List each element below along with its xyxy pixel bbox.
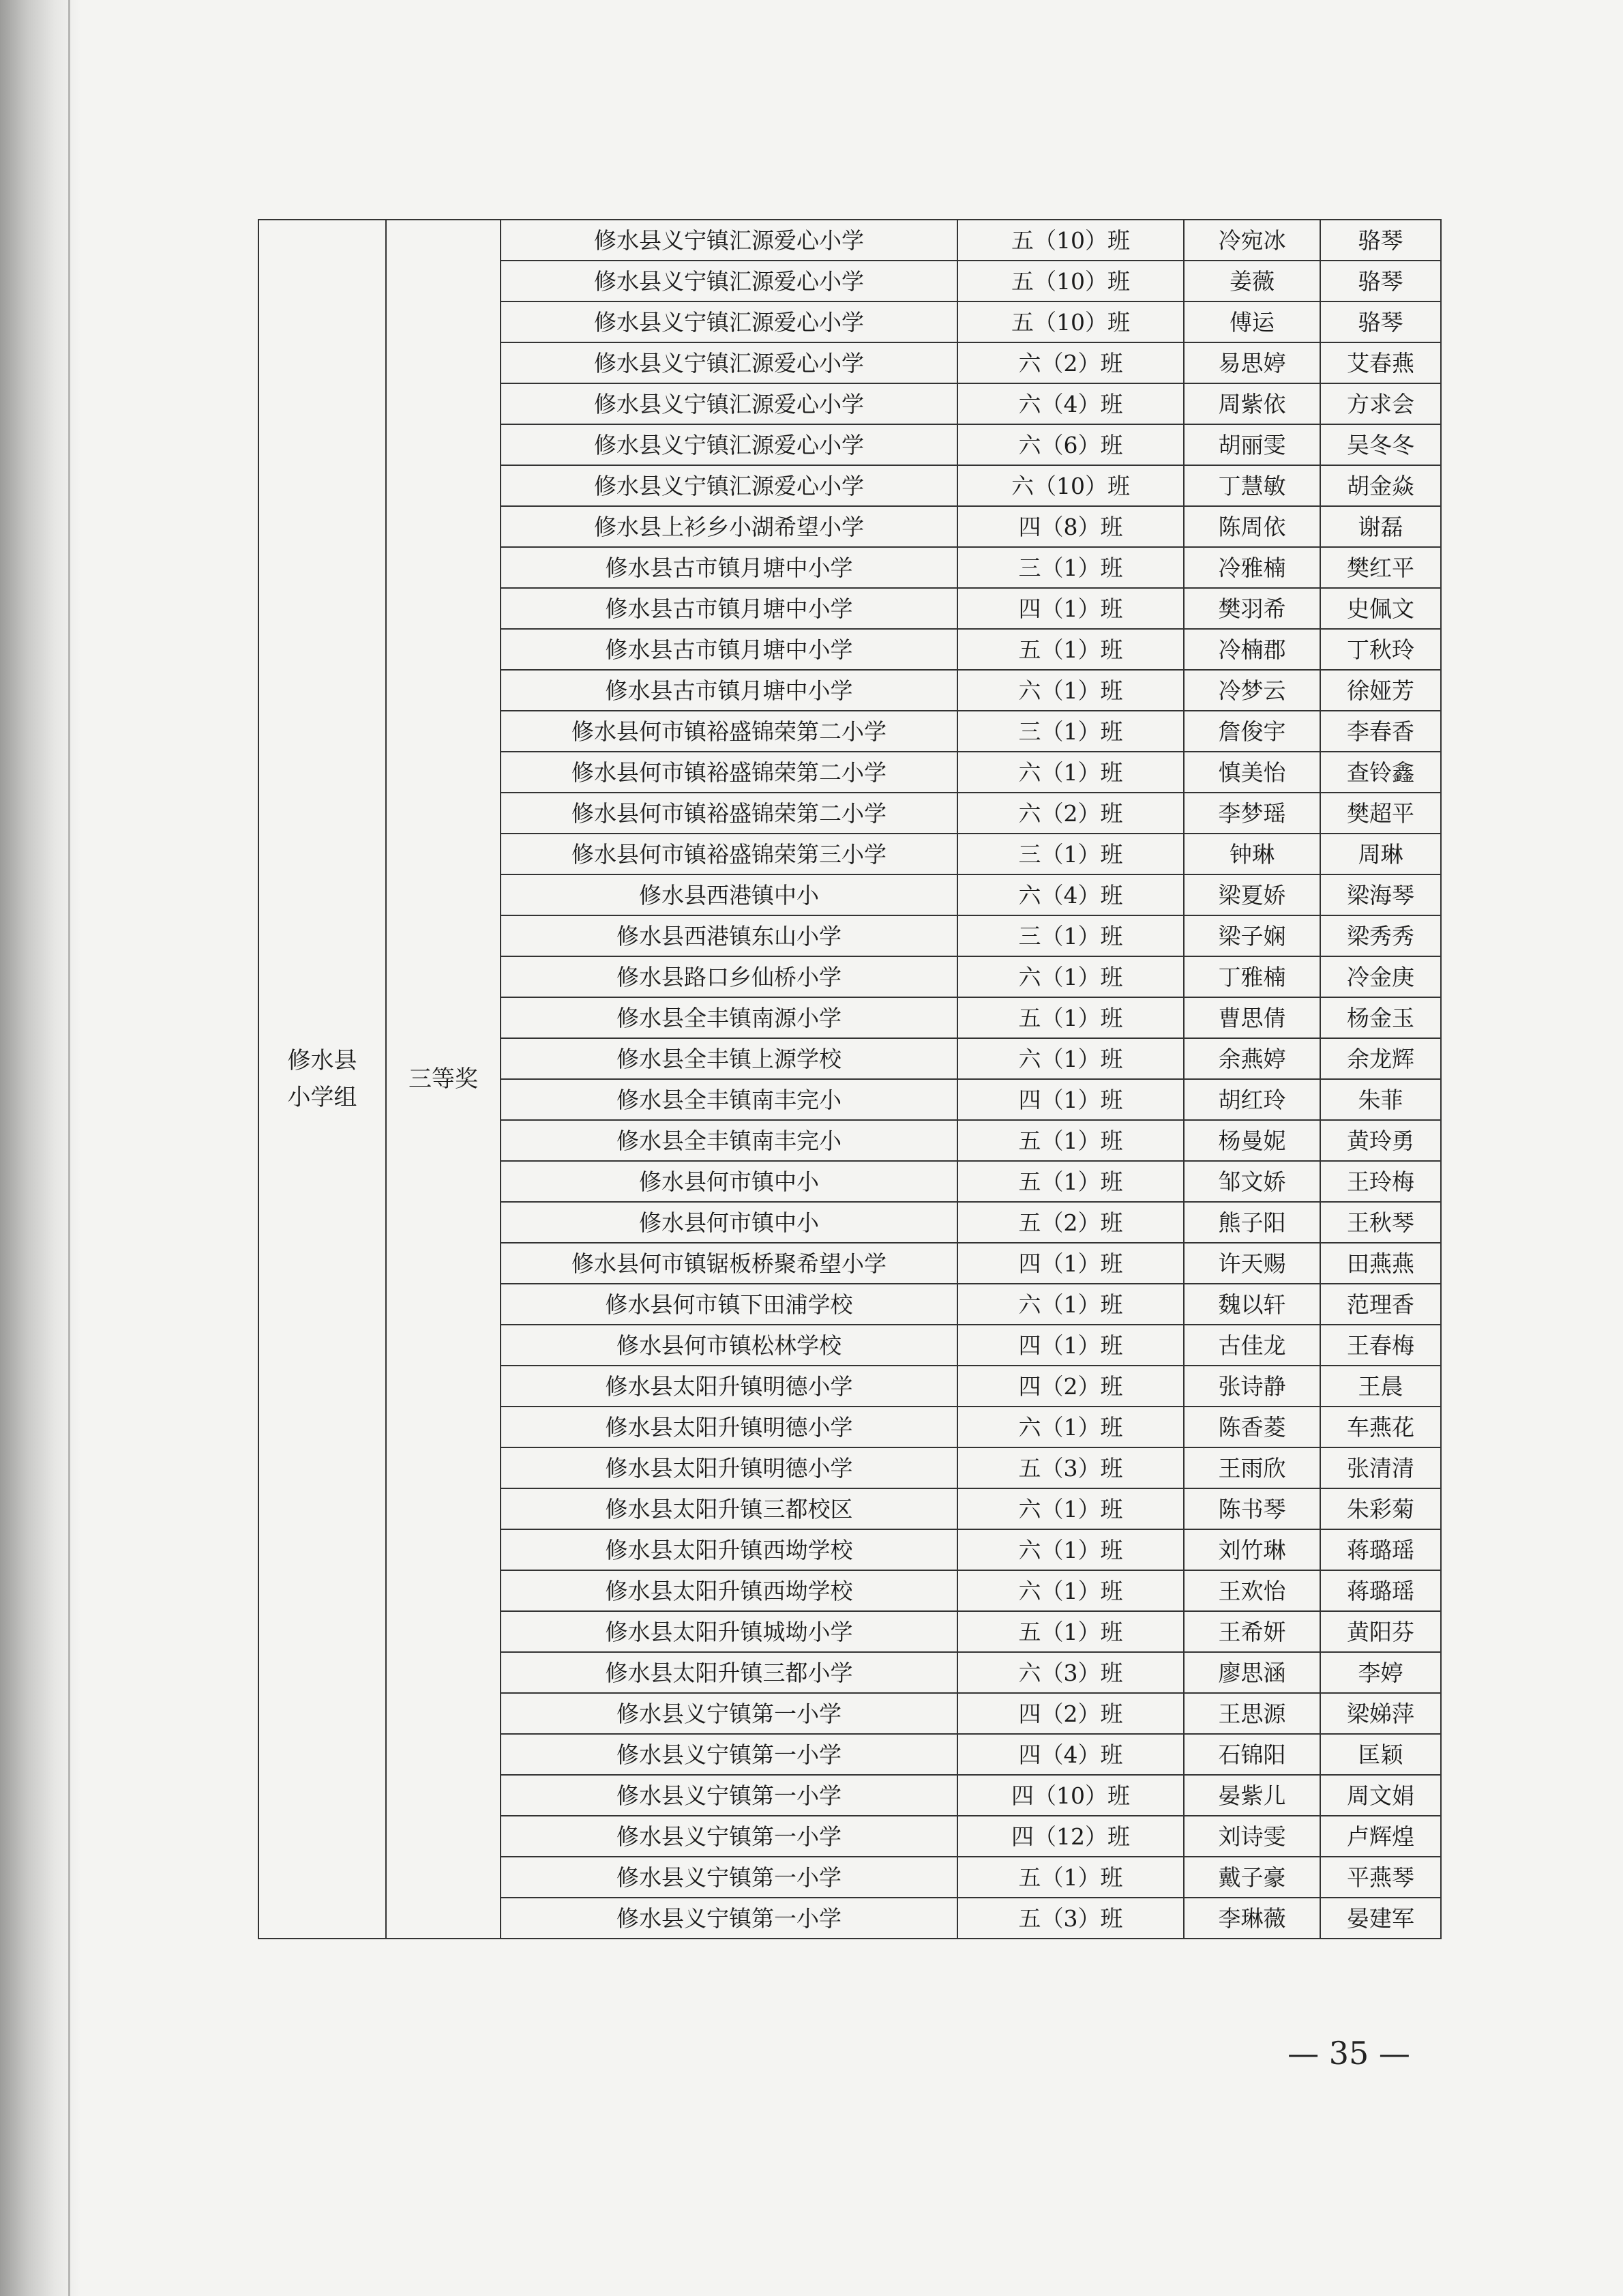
school-cell: 修水县西港镇东山小学 — [501, 915, 957, 956]
class-cell: 六（1）班 — [957, 1570, 1184, 1611]
school-cell: 修水县太阳升镇明德小学 — [501, 1447, 957, 1488]
school-cell: 修水县太阳升镇三都小学 — [501, 1652, 957, 1693]
school-cell: 修水县义宁镇第一小学 — [501, 1898, 957, 1939]
teacher-cell: 范理香 — [1320, 1284, 1441, 1325]
teacher-cell: 王玲梅 — [1320, 1161, 1441, 1202]
school-cell: 修水县太阳升镇城坳小学 — [501, 1611, 957, 1652]
teacher-cell: 黄玲勇 — [1320, 1120, 1441, 1161]
class-cell: 六（1）班 — [957, 1038, 1184, 1079]
school-cell: 修水县义宁镇汇源爱心小学 — [501, 465, 957, 506]
teacher-cell: 骆琴 — [1320, 220, 1441, 261]
class-cell: 六（1）班 — [957, 752, 1184, 793]
student-cell: 冷楠郡 — [1184, 629, 1320, 670]
school-cell: 修水县义宁镇汇源爱心小学 — [501, 424, 957, 465]
student-cell: 傅运 — [1184, 301, 1320, 342]
class-cell: 六（1）班 — [957, 670, 1184, 711]
school-cell: 修水县何市镇裕盛锦荣第三小学 — [501, 834, 957, 874]
teacher-cell: 梁娣萍 — [1320, 1693, 1441, 1734]
school-cell: 修水县太阳升镇明德小学 — [501, 1407, 957, 1447]
table-row — [258, 220, 1441, 261]
class-cell: 四（1）班 — [957, 1079, 1184, 1120]
school-cell: 修水县全丰镇南丰完小 — [501, 1120, 957, 1161]
student-cell: 王雨欣 — [1184, 1447, 1320, 1488]
student-cell: 樊羽希 — [1184, 588, 1320, 629]
student-cell: 邹文娇 — [1184, 1161, 1320, 1202]
group-cell: 修水县 小学组 — [258, 220, 386, 1939]
school-cell: 修水县上衫乡小湖希望小学 — [501, 506, 957, 547]
class-cell: 三（1）班 — [957, 915, 1184, 956]
teacher-cell: 周琳 — [1320, 834, 1441, 874]
teacher-cell: 骆琴 — [1320, 261, 1441, 301]
student-cell: 钟琳 — [1184, 834, 1320, 874]
teacher-cell: 黄阳芬 — [1320, 1611, 1441, 1652]
school-cell: 修水县义宁镇汇源爱心小学 — [501, 383, 957, 424]
school-cell: 修水县何市镇裕盛锦荣第二小学 — [501, 752, 957, 793]
school-cell: 修水县何市镇裕盛锦荣第二小学 — [501, 793, 957, 834]
awards-table-body — [258, 220, 1441, 1939]
teacher-cell: 平燕琴 — [1320, 1857, 1441, 1898]
class-cell: 五（1）班 — [957, 629, 1184, 670]
student-cell: 廖思涵 — [1184, 1652, 1320, 1693]
school-cell: 修水县太阳升镇西坳学校 — [501, 1570, 957, 1611]
teacher-cell: 樊红平 — [1320, 547, 1441, 588]
teacher-cell: 查铃鑫 — [1320, 752, 1441, 793]
student-cell: 石锦阳 — [1184, 1734, 1320, 1775]
teacher-cell: 丁秋玲 — [1320, 629, 1441, 670]
teacher-cell: 胡金焱 — [1320, 465, 1441, 506]
teacher-cell: 李春香 — [1320, 711, 1441, 752]
page-fold-line — [68, 0, 70, 2296]
school-cell: 修水县义宁镇第一小学 — [501, 1816, 957, 1857]
student-cell: 王思源 — [1184, 1693, 1320, 1734]
student-cell: 陈书琴 — [1184, 1488, 1320, 1529]
student-cell: 刘诗雯 — [1184, 1816, 1320, 1857]
school-cell: 修水县太阳升镇西坳学校 — [501, 1529, 957, 1570]
student-cell: 晏紫儿 — [1184, 1775, 1320, 1816]
class-cell: 六（4）班 — [957, 874, 1184, 915]
class-cell: 四（12）班 — [957, 1816, 1184, 1857]
student-cell: 杨曼妮 — [1184, 1120, 1320, 1161]
class-cell: 六（1）班 — [957, 1488, 1184, 1529]
school-cell: 修水县太阳升镇三都校区 — [501, 1488, 957, 1529]
class-cell: 四（4）班 — [957, 1734, 1184, 1775]
teacher-cell: 梁海琴 — [1320, 874, 1441, 915]
class-cell: 四（8）班 — [957, 506, 1184, 547]
school-cell: 修水县古市镇月塘中小学 — [501, 670, 957, 711]
teacher-cell: 杨金玉 — [1320, 997, 1441, 1038]
teacher-cell: 蒋璐瑶 — [1320, 1529, 1441, 1570]
teacher-cell: 王晨 — [1320, 1366, 1441, 1407]
student-cell: 丁雅楠 — [1184, 956, 1320, 997]
class-cell: 五（1）班 — [957, 1611, 1184, 1652]
student-cell: 梁子娴 — [1184, 915, 1320, 956]
student-cell: 陈周依 — [1184, 506, 1320, 547]
student-cell: 曹思倩 — [1184, 997, 1320, 1038]
school-cell: 修水县古市镇月塘中小学 — [501, 629, 957, 670]
school-cell: 修水县古市镇月塘中小学 — [501, 547, 957, 588]
teacher-cell: 朱菲 — [1320, 1079, 1441, 1120]
teacher-cell: 骆琴 — [1320, 301, 1441, 342]
class-cell: 五（1）班 — [957, 1120, 1184, 1161]
teacher-cell: 朱彩菊 — [1320, 1488, 1441, 1529]
student-cell: 许天赐 — [1184, 1243, 1320, 1284]
teacher-cell: 卢辉煌 — [1320, 1816, 1441, 1857]
student-cell: 姜薇 — [1184, 261, 1320, 301]
school-cell: 修水县全丰镇上源学校 — [501, 1038, 957, 1079]
student-cell: 余燕婷 — [1184, 1038, 1320, 1079]
class-cell: 六（1）班 — [957, 956, 1184, 997]
student-cell: 周紫依 — [1184, 383, 1320, 424]
student-cell: 胡丽雯 — [1184, 424, 1320, 465]
class-cell: 六（1）班 — [957, 1407, 1184, 1447]
school-cell: 修水县义宁镇第一小学 — [501, 1775, 957, 1816]
teacher-cell: 梁秀秀 — [1320, 915, 1441, 956]
class-cell: 四（1）班 — [957, 1325, 1184, 1366]
class-cell: 四（10）班 — [957, 1775, 1184, 1816]
school-cell: 修水县义宁镇第一小学 — [501, 1693, 957, 1734]
school-cell: 修水县全丰镇南源小学 — [501, 997, 957, 1038]
class-cell: 五（3）班 — [957, 1898, 1184, 1939]
award-level-cell: 三等奖 — [386, 220, 501, 1939]
student-cell: 梁夏娇 — [1184, 874, 1320, 915]
student-cell: 熊子阳 — [1184, 1202, 1320, 1243]
teacher-cell: 周文娟 — [1320, 1775, 1441, 1816]
student-cell: 张诗静 — [1184, 1366, 1320, 1407]
student-cell: 戴子豪 — [1184, 1857, 1320, 1898]
teacher-cell: 徐娅芳 — [1320, 670, 1441, 711]
teacher-cell: 方求会 — [1320, 383, 1441, 424]
class-cell: 六（10）班 — [957, 465, 1184, 506]
school-cell: 修水县路口乡仙桥小学 — [501, 956, 957, 997]
class-cell: 五（1）班 — [957, 1161, 1184, 1202]
student-cell: 冷雅楠 — [1184, 547, 1320, 588]
student-cell: 詹俊宇 — [1184, 711, 1320, 752]
student-cell: 丁慧敏 — [1184, 465, 1320, 506]
school-cell: 修水县全丰镇南丰完小 — [501, 1079, 957, 1120]
class-cell: 五（10）班 — [957, 261, 1184, 301]
teacher-cell: 车燕花 — [1320, 1407, 1441, 1447]
school-cell: 修水县何市镇锯板桥聚希望小学 — [501, 1243, 957, 1284]
teacher-cell: 匡颖 — [1320, 1734, 1441, 1775]
teacher-cell: 李婷 — [1320, 1652, 1441, 1693]
student-cell: 古佳龙 — [1184, 1325, 1320, 1366]
class-cell: 五（1）班 — [957, 997, 1184, 1038]
class-cell: 六（1）班 — [957, 1284, 1184, 1325]
teacher-cell: 王春梅 — [1320, 1325, 1441, 1366]
teacher-cell: 张清清 — [1320, 1447, 1441, 1488]
school-cell: 修水县义宁镇第一小学 — [501, 1857, 957, 1898]
school-cell: 修水县何市镇松林学校 — [501, 1325, 957, 1366]
class-cell: 六（1）班 — [957, 1529, 1184, 1570]
student-cell: 李梦瑶 — [1184, 793, 1320, 834]
class-cell: 六（6）班 — [957, 424, 1184, 465]
class-cell: 四（2）班 — [957, 1366, 1184, 1407]
school-cell: 修水县何市镇中小 — [501, 1202, 957, 1243]
class-cell: 三（1）班 — [957, 547, 1184, 588]
school-cell: 修水县义宁镇汇源爱心小学 — [501, 301, 957, 342]
class-cell: 四（1）班 — [957, 588, 1184, 629]
teacher-cell: 吴冬冬 — [1320, 424, 1441, 465]
school-cell: 修水县何市镇中小 — [501, 1161, 957, 1202]
class-cell: 五（2）班 — [957, 1202, 1184, 1243]
class-cell: 四（1）班 — [957, 1243, 1184, 1284]
student-cell: 王希妍 — [1184, 1611, 1320, 1652]
teacher-cell: 余龙辉 — [1320, 1038, 1441, 1079]
class-cell: 六（4）班 — [957, 383, 1184, 424]
school-cell: 修水县西港镇中小 — [501, 874, 957, 915]
school-cell: 修水县义宁镇汇源爱心小学 — [501, 220, 957, 261]
school-cell: 修水县义宁镇汇源爱心小学 — [501, 342, 957, 383]
school-cell: 修水县太阳升镇明德小学 — [501, 1366, 957, 1407]
student-cell: 冷梦云 — [1184, 670, 1320, 711]
class-cell: 六（2）班 — [957, 793, 1184, 834]
page-number: — 35 — — [1287, 2035, 1410, 2072]
school-cell: 修水县何市镇裕盛锦荣第二小学 — [501, 711, 957, 752]
student-cell: 李琳薇 — [1184, 1898, 1320, 1939]
teacher-cell: 樊超平 — [1320, 793, 1441, 834]
teacher-cell: 谢磊 — [1320, 506, 1441, 547]
teacher-cell: 晏建军 — [1320, 1898, 1441, 1939]
teacher-cell: 王秋琴 — [1320, 1202, 1441, 1243]
teacher-cell: 田燕燕 — [1320, 1243, 1441, 1284]
student-cell: 刘竹琳 — [1184, 1529, 1320, 1570]
class-cell: 三（1）班 — [957, 711, 1184, 752]
teacher-cell: 冷金庚 — [1320, 956, 1441, 997]
student-cell: 冷宛冰 — [1184, 220, 1320, 261]
awards-table — [258, 219, 1442, 1939]
class-cell: 五（10）班 — [957, 301, 1184, 342]
student-cell: 陈香菱 — [1184, 1407, 1320, 1447]
school-cell: 修水县义宁镇第一小学 — [501, 1734, 957, 1775]
student-cell: 胡红玲 — [1184, 1079, 1320, 1120]
school-cell: 修水县何市镇下田浦学校 — [501, 1284, 957, 1325]
class-cell: 四（2）班 — [957, 1693, 1184, 1734]
class-cell: 三（1）班 — [957, 834, 1184, 874]
class-cell: 五（3）班 — [957, 1447, 1184, 1488]
school-cell: 修水县古市镇月塘中小学 — [501, 588, 957, 629]
class-cell: 五（10）班 — [957, 220, 1184, 261]
class-cell: 六（3）班 — [957, 1652, 1184, 1693]
school-cell: 修水县义宁镇汇源爱心小学 — [501, 261, 957, 301]
student-cell: 王欢怡 — [1184, 1570, 1320, 1611]
teacher-cell: 艾春燕 — [1320, 342, 1441, 383]
teacher-cell: 史佩文 — [1320, 588, 1441, 629]
student-cell: 慎美怡 — [1184, 752, 1320, 793]
student-cell: 魏以轩 — [1184, 1284, 1320, 1325]
class-cell: 五（1）班 — [957, 1857, 1184, 1898]
teacher-cell: 蒋璐瑶 — [1320, 1570, 1441, 1611]
student-cell: 易思婷 — [1184, 342, 1320, 383]
class-cell: 六（2）班 — [957, 342, 1184, 383]
